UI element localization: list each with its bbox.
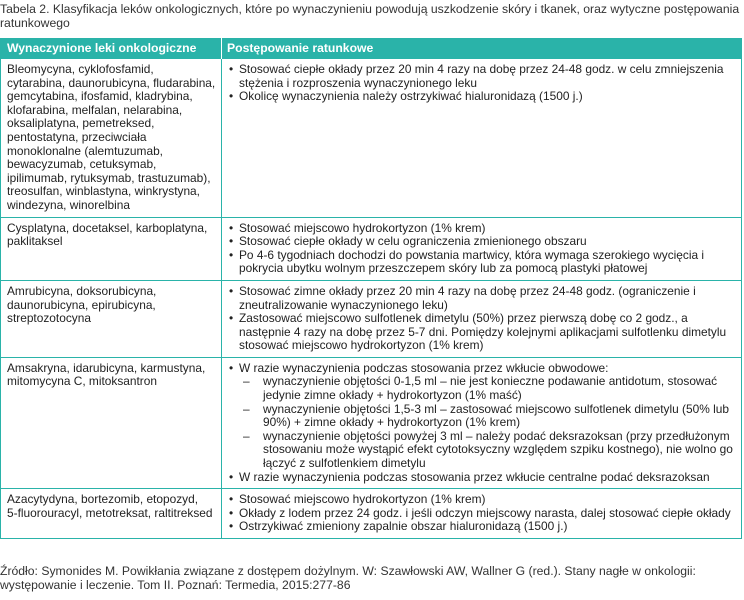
table-body xyxy=(1,59,741,538)
actions-list xyxy=(227,493,737,534)
actions-cell xyxy=(222,218,741,280)
action-item xyxy=(227,493,737,507)
action-item xyxy=(227,285,737,312)
action-item xyxy=(227,63,737,90)
table-caption: Tabela 2. Klasyfikacja leków onkologicznych, które po wynaczynieniu powodują uszkodzenie skóry i tkanek, oraz wytyczne postępowania ratunkowego xyxy=(0,2,740,30)
action-item xyxy=(227,90,737,104)
action-text: Stosować zimne okłady przez 20 min 4 razy na dobę przez 24-48 godz. (ograniczenie i zneutralizowanie wynaczynionego leku) xyxy=(239,283,696,312)
sub-action-list xyxy=(239,375,737,470)
header-drugs: Wynaczynione leki onkologiczne xyxy=(1,38,222,59)
actions-cell xyxy=(222,358,741,488)
header-actions: Postępowanie ratunkowe xyxy=(227,41,374,55)
action-text: W razie wynaczynienia podczas stosowania przez wkłucie obwodowe: xyxy=(239,360,609,375)
action-text: Zastosować miejscowo sulfotlenek dimetylu (50%) przez pierwszą dobę co 2 godz., a następnie 4 razy na dobę przez 5-7 dni. Pomiędzy kolejnymi aplikacjami sulfotlenku dimetylu stosować miejscowo hydrokortyzon (1% krem) xyxy=(239,311,727,353)
action-item xyxy=(227,312,737,353)
table-row xyxy=(1,280,741,357)
action-text: Ostrzykiwać zmieniony zapalnie obszar hialuronidazą (1500 j.) xyxy=(239,519,568,534)
action-text: Po 4-6 tygodniach dochodzi do powstania martwicy, która wymaga szerokiego wycięcia i pokrycia ubytku wolnym przeszczepem skóry lub za pomocą plastyki płatowej xyxy=(239,247,705,276)
action-text: Stosować miejscowo hydrokortyzon (1% krem) xyxy=(239,492,486,507)
drugs-cell: Bleomycyna, cyklofosfamid, cytarabina, daunorubicyna, fludarabina, gemcytabina, ifosfamid, kladrybina, klofarabina, melfalan, nelarabina, oksaliplatyna, pemetreksed, pentostatyna, przeciwciała monoklonalne (alemtuzumab, bewacyzumab, cetuksymab, ipilimumab, rytuksymab, trastuzumab), treosulfan, winblastyna, winkrystyna, windezyna, winorelbina xyxy=(1,59,222,217)
actions-list xyxy=(227,63,737,104)
action-text: Stosować ciepłe okłady w celu ograniczenia zmienionego obszaru xyxy=(239,234,587,249)
table-header xyxy=(1,38,741,59)
sub-action-item: – wynaczynienie objętości 0-1,5 ml – nie jest konieczne podawanie antidotum, stosować jedynie zimne okłady + hydrokortyzon (1% maść) xyxy=(239,375,737,402)
action-item xyxy=(227,249,737,276)
drugs-cell: Amrubicyna, doksorubicyna, daunorubicyna, epirubicyna, streptozotocyna xyxy=(1,281,222,357)
action-text: W razie wynaczynienia podczas stosowania przez wkłucie centralne podać deksrazoksan xyxy=(239,469,710,484)
action-text: Stosować ciepłe okłady przez 20 min 4 razy na dobę przez 24-48 godz. w celu zmniejszenia stężenia i rozproszenia wynaczynionego leku xyxy=(239,62,724,90)
sub-action-item: – wynaczynienie objętości powyżej 3 ml – należy podać deksrazoksan (przy przedłużonym stosowaniu może wystąpić efekt cytotoksyczny względem szpiku kostnego), nie wolno go łączyć z sulfotlenkiem dimetylu xyxy=(239,430,737,471)
action-item xyxy=(227,235,737,249)
table-row xyxy=(1,488,741,538)
actions-cell xyxy=(222,59,741,217)
action-text: Okolicę wynaczynienia należy ostrzykiwać hialuronidazą (1500 j.) xyxy=(239,89,583,104)
actions-list xyxy=(227,222,737,276)
sub-action-item: – wynaczynienie objętości 1,5-3 ml – zastosować miejscowo sulfotlenek dimetylu (50% lub 90%) + zimne okłady + hydrokortyzon (1% krem) xyxy=(239,403,737,430)
action-item xyxy=(227,362,737,471)
action-text: Okłady z lodem przez 24 godz. i jeśli odczyn miejscowy narasta, dalej stosować ciepłe okłady xyxy=(239,505,731,520)
source-note: Źródło: Symonides M. Powikłania związane z dostępem dożylnym. W: Szawłowski AW, Wallner G (red.). Stany nagłe w onkologii: występowanie i leczenie. Tom II. Poznań: Termedia, 2015:277-86 xyxy=(0,564,696,592)
actions-cell xyxy=(222,281,741,357)
drugs-cell: Azacytydyna, bortezomib, etopozyd, 5-fluorouracyl, metotreksat, raltitreksed xyxy=(1,489,222,538)
actions-list xyxy=(227,285,737,353)
table-row xyxy=(1,217,741,280)
drugs-cell: Cysplatyna, docetaksel, karboplatyna, paklitaksel xyxy=(1,218,222,280)
drugs-cell: Amsakryna, idarubicyna, karmustyna, mitomycyna C, mitoksantron xyxy=(1,358,222,488)
action-item xyxy=(227,520,737,534)
table-row xyxy=(1,357,741,488)
table-row xyxy=(1,59,741,217)
action-item xyxy=(227,222,737,236)
treatment-table xyxy=(0,38,742,539)
action-item xyxy=(227,507,737,521)
actions-list xyxy=(227,362,737,484)
action-item xyxy=(227,471,737,485)
actions-cell xyxy=(222,489,741,538)
action-text: Stosować miejscowo hydrokortyzon (1% krem) xyxy=(239,220,486,235)
